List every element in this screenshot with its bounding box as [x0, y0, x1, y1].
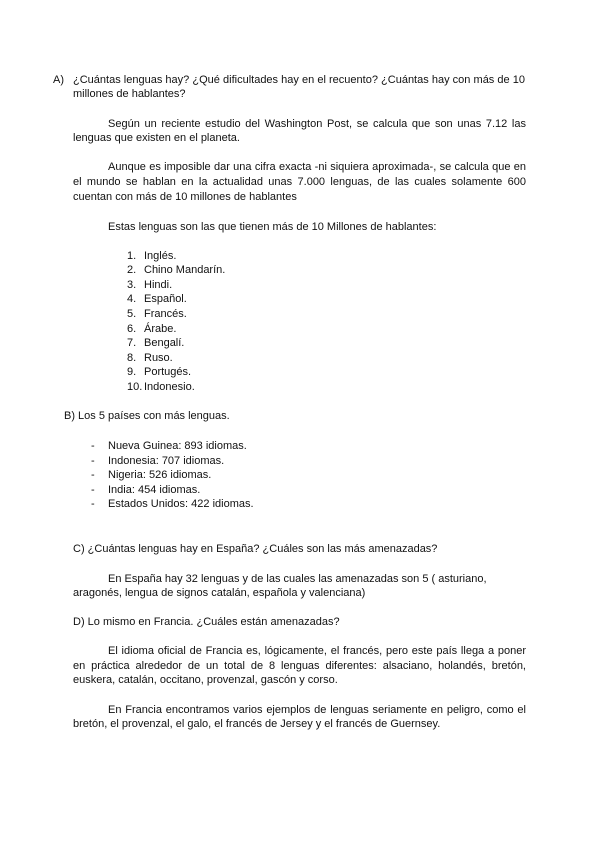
list-item-text: Chino Mandarín. — [144, 264, 226, 276]
list-item-number: 9. — [127, 366, 137, 378]
list-item-number: 8. — [127, 352, 137, 364]
list-item-number: 1. — [127, 250, 137, 262]
section-c-heading: C) ¿Cuántas lenguas hay en España? ¿Cuáles son las más amenazadas? — [73, 543, 438, 555]
list-bullet: - — [91, 484, 95, 496]
list-bullet: - — [91, 440, 95, 452]
list-item-text: Nueva Guinea: 893 idiomas. — [108, 440, 247, 452]
section-a-question-line2: millones de hablantes? — [73, 88, 186, 100]
list-item-text: Indonesio. — [144, 381, 195, 393]
list-item-text: Nigeria: 526 idiomas. — [108, 469, 212, 481]
list-item-text: Árabe. — [144, 323, 177, 335]
section-a-p3: Estas lenguas son las que tienen más de 10 Millones de hablantes: — [108, 221, 437, 233]
section-b-heading: B) Los 5 países con más lenguas. — [64, 410, 230, 422]
list-item-number: 10. — [127, 381, 143, 393]
section-a-p1-line1: Según un reciente estudio del Washington Post, se calcula que son unas 7.12 las — [108, 118, 526, 130]
list-item-text: Bengalí. — [144, 337, 185, 349]
section-d-p2-line2: bretón, el provenzal, el galo, el francés de Jersey y el francés de Guernsey. — [73, 718, 441, 730]
list-bullet: - — [91, 469, 95, 481]
section-d-p1-line1: El idioma oficial de Francia es, lógicamente, el francés, pero este país llega a poner — [108, 645, 526, 657]
list-item-text: Español. — [144, 293, 187, 305]
list-item-number: 5. — [127, 308, 137, 320]
section-a-p1-line2: lenguas que existen en el planeta. — [73, 132, 240, 144]
list-item-text: India: 454 idiomas. — [108, 484, 201, 496]
section-a-p2-line3: cuentan con más de 10 millones de hablantes — [73, 191, 297, 203]
section-d-p1-line3: euskera, catalán, occitano, provenzal, gascón y corso. — [73, 674, 338, 686]
section-c-p1-line1: En España hay 32 lenguas y de las cuales las amenazadas son 5 ( asturiano, — [108, 573, 487, 585]
list-item-number: 4. — [127, 293, 137, 305]
section-d-heading: D) Lo mismo en Francia. ¿Cuáles están amenazadas? — [73, 616, 340, 628]
list-item-number: 3. — [127, 279, 137, 291]
section-a-p2-line2: el mundo se hablan en la actualidad unas 7.000 lenguas, de las cuales solamente 600 — [73, 176, 526, 188]
list-item-text: Francés. — [144, 308, 187, 320]
list-item-text: Hindi. — [144, 279, 173, 291]
list-bullet: - — [91, 455, 95, 467]
list-item-number: 7. — [127, 337, 137, 349]
list-item-text: Estados Unidos: 422 idiomas. — [108, 498, 254, 510]
section-c-p1-line2: aragonés, lengua de signos catalán, española y valenciana) — [73, 587, 366, 599]
list-item-text: Inglés. — [144, 250, 177, 262]
section-a-question-line1: ¿Cuántas lenguas hay? ¿Qué dificultades hay en el recuento? ¿Cuántas hay con más de 10 — [73, 74, 525, 86]
list-item-text: Ruso. — [144, 352, 173, 364]
list-item-text: Portugés. — [144, 366, 192, 378]
section-a-letter: A) — [53, 74, 64, 86]
section-d-p2-line1: En Francia encontramos varios ejemplos de lenguas seriamente en peligro, como el — [108, 704, 526, 716]
list-item-text: Indonesia: 707 idiomas. — [108, 455, 225, 467]
list-bullet: - — [91, 498, 95, 510]
section-a-p2-line1: Aunque es imposible dar una cifra exacta -ni siquiera aproximada-, se calcula que en — [108, 161, 526, 173]
list-item-number: 6. — [127, 323, 137, 335]
section-d-p1-line2: en práctica alrededor de un total de 8 lenguas diferentes: alsaciano, holandés, bretón, — [73, 660, 526, 672]
list-item-number: 2. — [127, 264, 137, 276]
